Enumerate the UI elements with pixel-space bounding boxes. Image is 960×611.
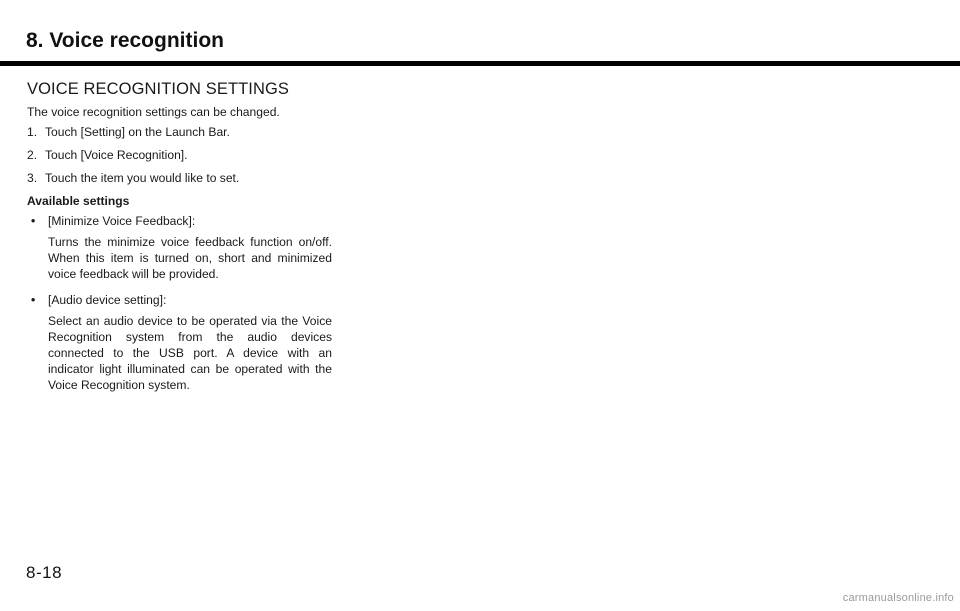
setting-label: [Audio device setting]: (48, 293, 167, 307)
bullet-marker: • (31, 293, 36, 307)
watermark: carmanualsonline.info (842, 592, 954, 604)
available-settings-heading: Available settings (27, 194, 130, 208)
step-1 (27, 124, 332, 140)
step-3 (27, 170, 332, 186)
content-column (27, 80, 332, 403)
step-number: 2. (27, 148, 38, 162)
setting-description: Select an audio device to be operated via the Voice Recognition system from the audio devices connected to the USB port. A device with an indicator light illuminated can be operated with the Voice Recognition system. (48, 314, 332, 392)
setting-label: [Minimize Voice Feedback]: (48, 214, 196, 228)
bullet-marker: • (31, 214, 36, 228)
chapter-divider (0, 61, 960, 66)
setting-description: Turns the minimize voice feedback function on/off. When this item is turned on, short and minimized voice feedback will be provided. (48, 235, 332, 281)
chapter-title: 8. Voice recognition (26, 29, 224, 52)
step-text: Touch [Setting] on the Launch Bar. (45, 125, 230, 139)
page-number: 8-18 (26, 563, 63, 582)
setting-item-minimize-voice-feedback (27, 213, 332, 282)
section-title: VOICE RECOGNITION SETTINGS (27, 80, 290, 98)
setting-item-audio-device (27, 292, 332, 393)
step-text: Touch the item you would like to set. (45, 171, 240, 185)
step-number: 3. (27, 171, 38, 185)
intro-text: The voice recognition settings can be changed. (27, 105, 280, 119)
step-number: 1. (27, 125, 38, 139)
step-2 (27, 147, 332, 163)
step-text: Touch [Voice Recognition]. (45, 148, 188, 162)
